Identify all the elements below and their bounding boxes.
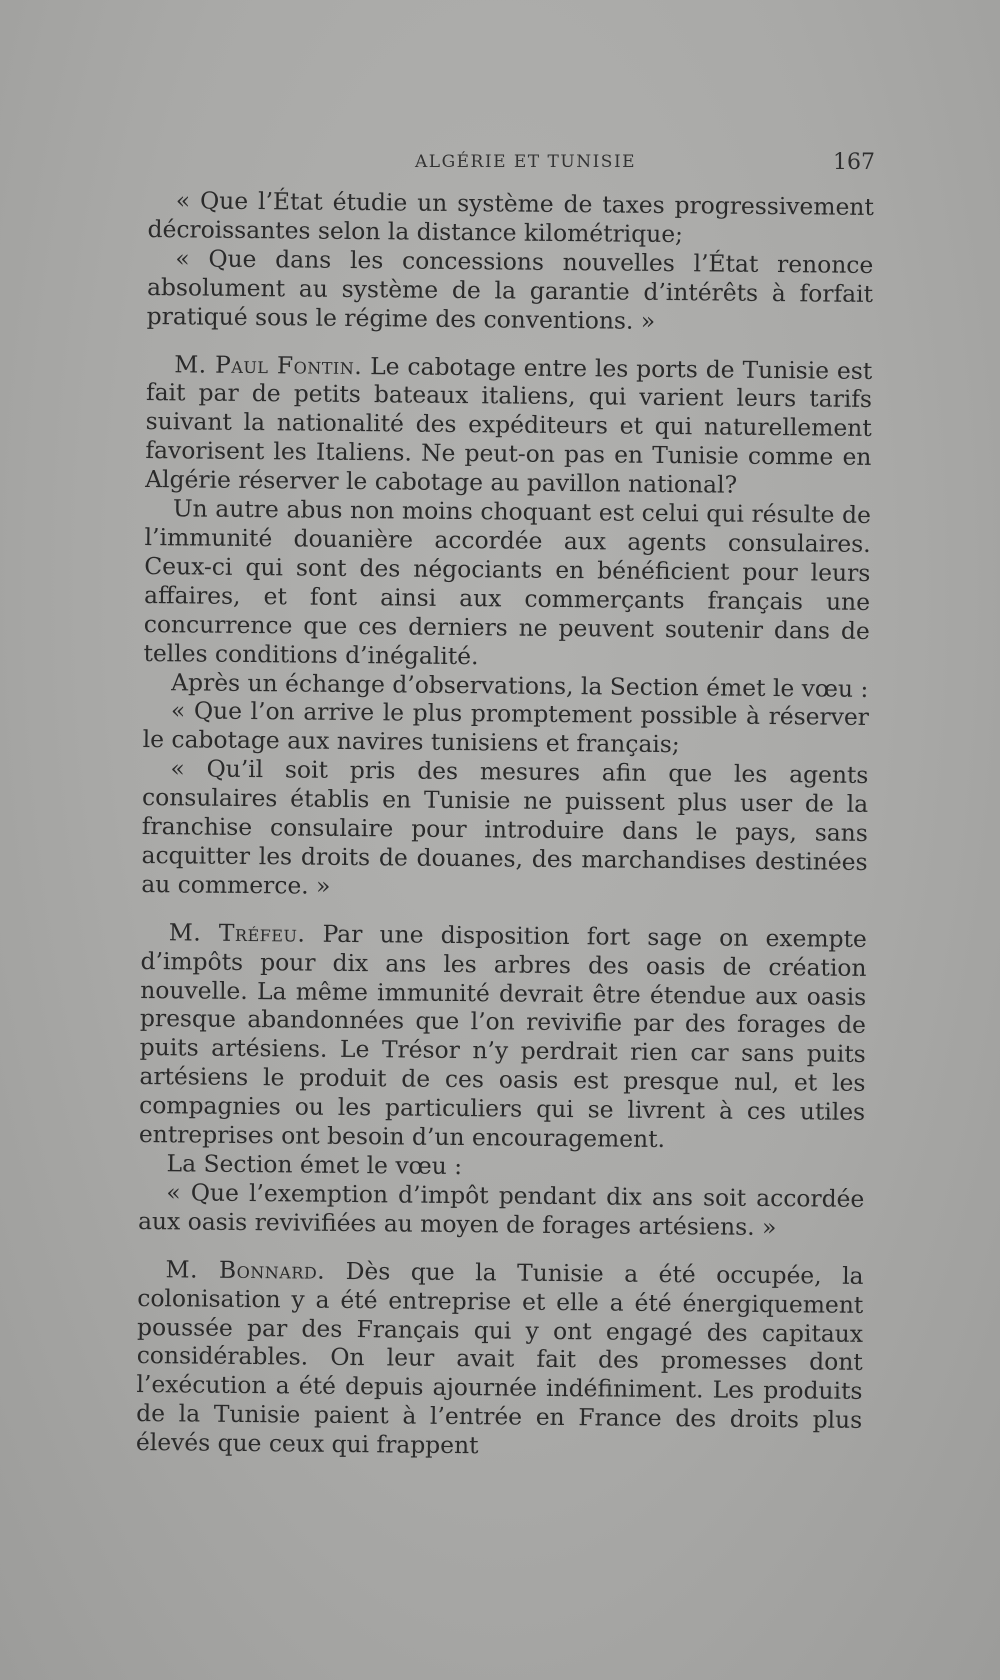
paragraph-2: « Que dans les concessions nouvelles l’État renonce absolument au système de la garantie d’intérêts à forfait pratiqué sous le régime des conventions. » — [146, 244, 874, 335]
paragraph-5: Après un échange d’observations, la Section émet le vœu : — [171, 667, 869, 703]
running-title: ALGÉRIE ET TUNISIE — [415, 152, 637, 172]
paragraph-7: « Qu’il soit pris des mesures afin que les agents consulaires établis en Tunisie ne puissent plus user de la franchise consulaire pour introduire dans le pays, sans acquitter les droits de douanes, des marchandises destinées au commerce. » — [141, 754, 869, 900]
paragraph-11 — [136, 1255, 864, 1464]
text-body — [136, 186, 874, 1464]
paragraph-9: La Section émet le vœu : — [166, 1149, 463, 1181]
paragraph-11-text: Dès que la Tunisie a été occupée, la colonisation y a été entreprise et elle a été énergiquement poussée par des Français qui y ont engagé des capitaux considérables. On leur avait fait des promesses dont l’exécution a été depuis ajournée indéfiniment. Les produits de la Tunisie paient à l’entrée en France des droits plus élevés que ceux qui frappent — [135, 1256, 864, 1460]
page-number: 167 — [833, 150, 875, 175]
speaker-name: M. Tréfeu. — [168, 917, 306, 948]
paragraph-6: « Que l’on arrive le plus promptement possible à réserver le cabotage aux navires tunisiens et français; — [142, 696, 870, 759]
speaker-name: M. Paul Fontin. — [174, 349, 363, 380]
paragraph-10: « Que l’exemption d’impôt pendant dix ans soit accordée aux oasis revivifiées au moyen de forages artésiens. » — [137, 1178, 865, 1241]
paragraph-1: « Que l’État étudie un système de taxes progressivement décroissantes selon la distance kilométrique; — [147, 186, 874, 249]
paragraph-8 — [139, 918, 867, 1156]
running-head — [150, 152, 875, 182]
paragraph-4: Un autre abus non moins choquant est celui qui résulte de l’immunité douanière accordée aux agents consulaires. Ceux-ci qui sont des négociants en bénéficient pour leurs affaires, et font ainsi aux commerçants français une concurrence que ces derniers ne peuvent soutenir dans de telles conditions d’inégalité. — [143, 494, 872, 670]
paragraph-3 — [145, 350, 872, 501]
speaker-name: M. Bonnard. — [165, 1254, 326, 1285]
paragraph-8-text: Par une disposition fort sage on exempte d’impôts pour dix ans les arbres des oasis de création nouvelle. La même immunité devrait être étendue aux oasis presque abandonnées que l’on revivifie par des forages de puits artésiens. Le Trésor n’y perdrait rien car sans puits artésiens le produit de ces oasis est presque nul, et les compagnies ou les particuliers qui se livrent à ces utiles entreprises ont besoin d’un encouragement. — [138, 919, 867, 1154]
paragraph-3-text: Le cabotage entre les ports de Tunisie est fait par de petits bateaux italiens, qui varient leurs tarifs suivant la nationalité des expéditeurs et qui naturellement favorisent les Italiens. Ne peut-on pas en Tunisie comme en Algérie réserver le cabotage au pavillon national? — [145, 351, 873, 499]
